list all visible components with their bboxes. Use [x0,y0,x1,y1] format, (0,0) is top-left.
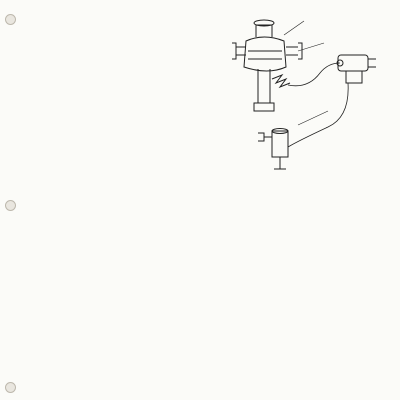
binder-hole-icon [5,14,16,25]
binder-hole-icon [5,382,16,393]
heater-assembly-illustration [228,7,383,175]
page-content [30,0,380,7]
binder-hole-icon [5,200,16,211]
